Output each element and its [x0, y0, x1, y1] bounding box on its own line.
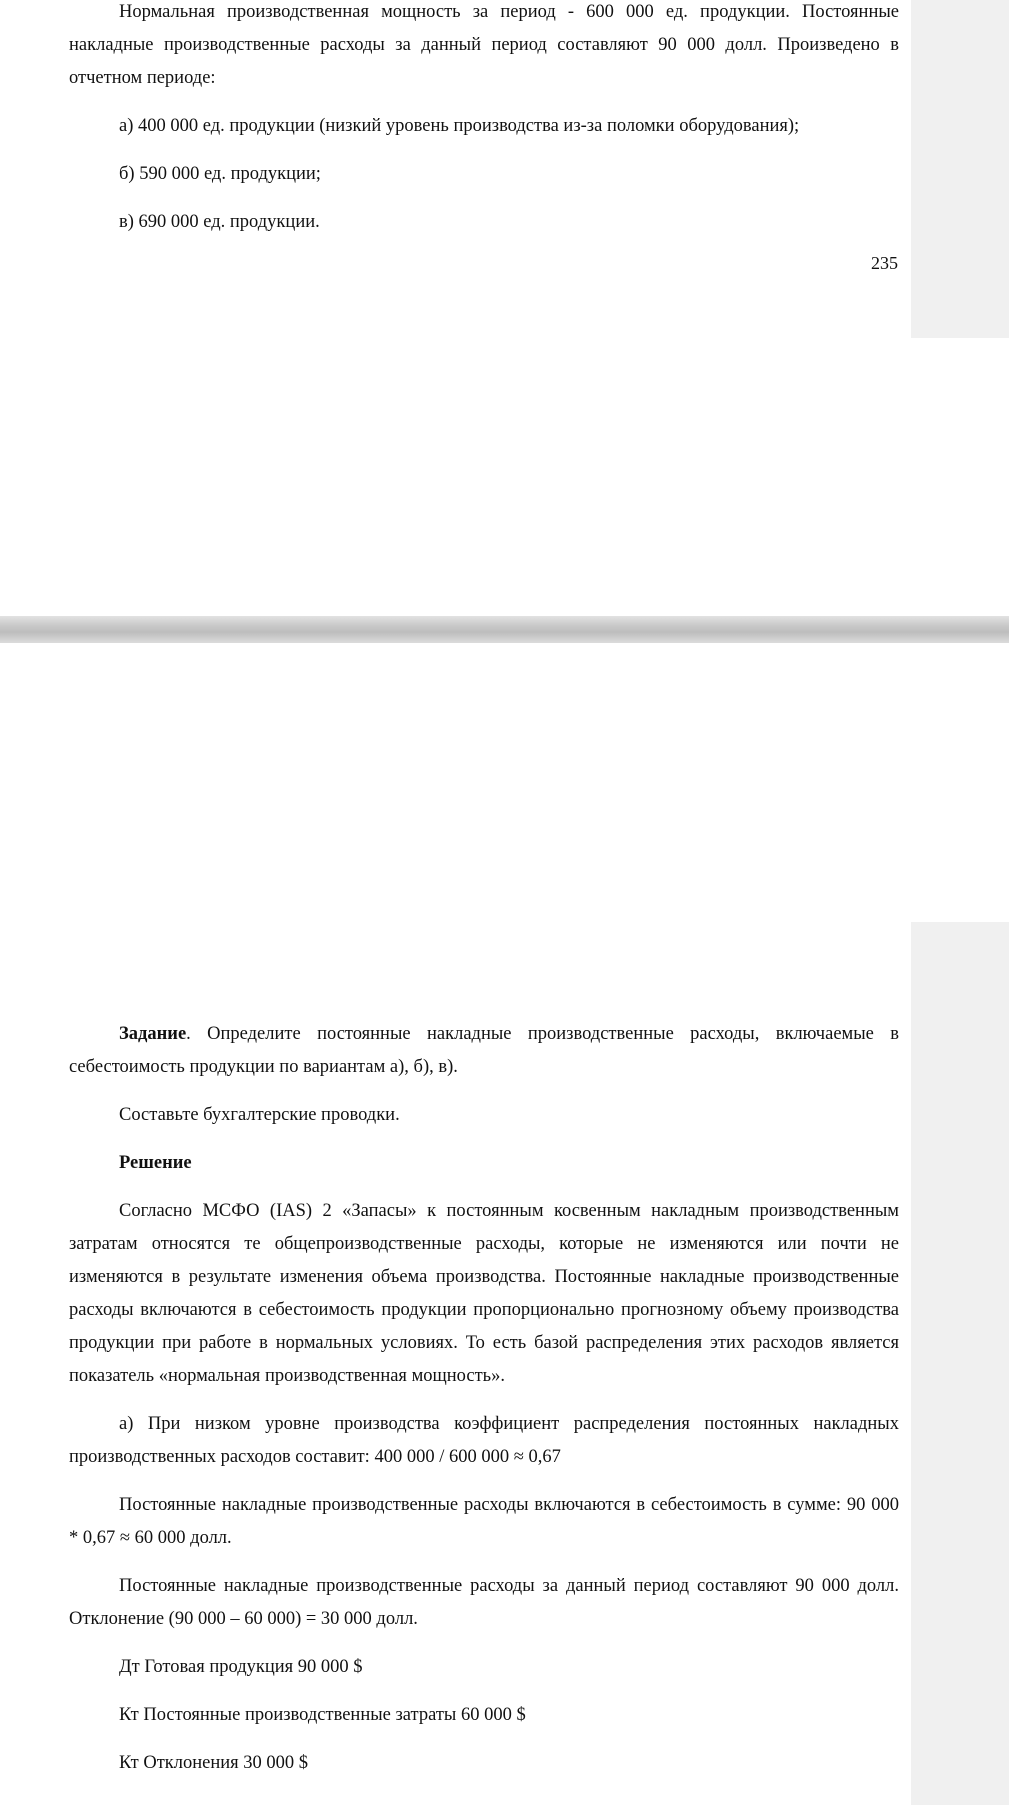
- solution-paragraph-2: а) При низком уровне производства коэффициент распределения постоянных накладных производственных расходов составит: 400 000 / 600 000 ≈ 0,67: [69, 1414, 899, 1467]
- journal-entry-credit-fixed-costs: Кт Постоянные производственные затраты 60 000 $: [119, 1705, 526, 1725]
- task-text: . Определите постоянные накладные производственные расходы, включаемые в себестоимость продукции по вариантам а), б), в).: [69, 1024, 899, 1077]
- task-label: Задание: [119, 1024, 187, 1044]
- journal-entry-debit: Дт Готовая продукция 90 000 $: [119, 1657, 363, 1677]
- option-c: в) 690 000 ед. продукции.: [119, 212, 320, 232]
- solution-heading: Решение: [119, 1153, 192, 1173]
- intro-paragraph: Нормальная производственная мощность за период - 600 000 ед. продукции. Постоянные накладные производственные расходы за данный период составляют 90 000 долл. Произведено в отчетном периоде:: [69, 2, 899, 88]
- page-number: 235: [871, 253, 898, 273]
- journal-entry-credit-deviations: Кт Отклонения 30 000 $: [119, 1753, 309, 1773]
- page-1-content: [69, 0, 899, 239]
- task-paragraph: [69, 1018, 899, 1084]
- page-margin-strip: [911, 922, 1009, 1805]
- page-margin-strip: [911, 0, 1009, 338]
- page-2-content: [69, 1018, 899, 1780]
- page-separator: [0, 616, 1009, 643]
- option-b: б) 590 000 ед. продукции;: [119, 164, 321, 184]
- entries-instruction: Составьте бухгалтерские проводки.: [119, 1105, 400, 1125]
- option-a: а) 400 000 ед. продукции (низкий уровень производства из-за поломки оборудования);: [119, 116, 800, 136]
- solution-paragraph-4: Постоянные накладные производственные расходы за данный период составляют 90 000 долл. Отклонение (90 000 – 60 000) = 30 000 долл.: [69, 1576, 899, 1629]
- solution-paragraph-3: Постоянные накладные производственные расходы включаются в себестоимость в сумме: 90 000 * 0,67 ≈ 60 000 долл.: [69, 1495, 899, 1548]
- solution-paragraph-1: Согласно МСФО (IAS) 2 «Запасы» к постоянным косвенным накладным производственным затратам относятся те общепроизводственные расходы, которые не изменяются или почти не изменяются в результате изменения объема производства. Постоянные накладные производственные расходы включаются в себестоимость продукции пропорционально прогнозному объему производства продукции при работе в нормальных условиях. То есть базой распределения этих расходов является показатель «нормальная производственная мощность».: [69, 1201, 899, 1386]
